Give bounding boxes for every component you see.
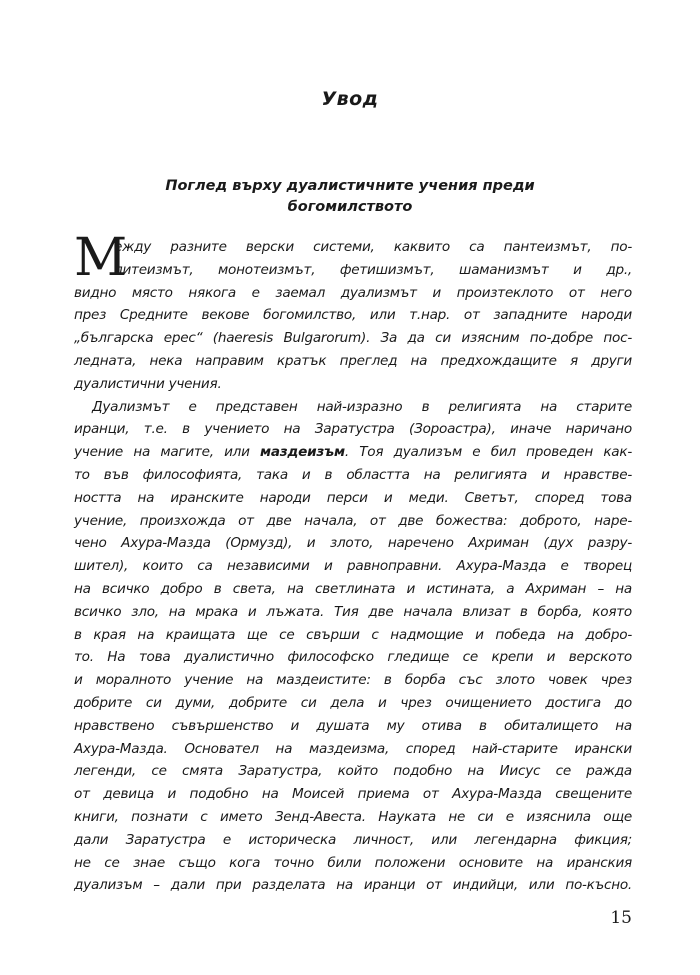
text-line: дуалистични учения. [74, 375, 222, 392]
text-line: на всичко добро в света, на светлината и истината, а Ахриман – на [74, 580, 632, 597]
text-line: през Средните векове богомилство, или т.нар. от западните народи [74, 307, 632, 324]
text-line: „българска ерес“ (haeresis Bulgarorum). За да си изясним по-добре пос- [74, 330, 632, 347]
text-line: добрите си думи, добрите си дела и чрез очищението достига до [74, 694, 632, 711]
drop-cap: М [74, 228, 128, 288]
text-line: дали Заратустра е историческа личност, или легендарна фикция; [74, 831, 632, 848]
text-line: то във философията, така и в областта на религията и нравстве- [74, 466, 632, 483]
text-line: Ахура-Мазда. Основател на маздеизма, според най-старите ирански [74, 740, 632, 757]
text-segment: учение на магите, или [74, 444, 260, 461]
text-line: легенди, се смята Заратустра, който подобно на Иисус се ражда [74, 763, 632, 780]
text-segment: . Тоя дуализъм е бил проведен как- [344, 444, 632, 461]
text-line: видно място някога е заемал дуализмът и произтеклото от него [74, 284, 632, 301]
text-line: шител), които са независими и равноправни. Ахура-Мазда е творец [74, 558, 632, 575]
section-title: Поглед върху дуалистичните учения преди богомилството [165, 178, 535, 215]
bold-term: маздеизъм [259, 444, 345, 461]
text-line: дуализъм – дали при разделата на иранци от индийци, или по-късно. [74, 877, 632, 894]
text-line: не се знае също кога точно били положени основите на иранския [74, 854, 632, 871]
text-line: ледната, нека направим кратък преглед на предхождащите я други [74, 352, 632, 369]
page-number: 15 [610, 908, 632, 928]
text-line: и моралното учение на маздеистите: в борба със злото човек чрез [74, 672, 632, 689]
text-line: нравствено съвършенство и душата му отива в обиталището на [74, 717, 632, 734]
text-line: ността на иранските народи перси и меди. Светът, според това [74, 489, 632, 506]
text-line: Дуализмът е представен най-изразно в религията на старите [92, 398, 632, 415]
text-line: от девица и подобно на Моисей приема от Ахура-Мазда свещените [74, 786, 632, 803]
paragraph-2 [74, 396, 632, 898]
body-text [74, 228, 632, 897]
text-line: всичко зло, на мрака и лъжата. Тия две начала влизат в борба, която [74, 603, 632, 620]
text-line: то. На това дуалистично философско гледище се крепи и верското [74, 649, 632, 666]
text-line: учение, произхожда от две начала, от две божества: доброто, наре- [74, 512, 632, 529]
text-line: литеизмът, монотеизмът, фетишизмът, шаманизмът и др., [114, 261, 632, 278]
text-line: чено Ахура-Мазда (Ормузд), и злото, наречено Ахриман (дух разру- [74, 535, 632, 552]
text-line: книги, познати с името Зенд-Авеста. Науката не си е изяснила още [74, 808, 632, 825]
text-line: ежду разните верски системи, каквито са пантеизмът, по- [114, 239, 632, 255]
paragraph-1 [74, 228, 632, 396]
text-line: в края на краищата ще се свърши с надмощие и победа на добро- [74, 626, 632, 643]
text-line: иранци, т.е. в учението на Заратустра (Зороастра), иначе наричано [74, 421, 632, 438]
text-line [74, 441, 632, 464]
chapter-title: Увод [321, 88, 379, 110]
